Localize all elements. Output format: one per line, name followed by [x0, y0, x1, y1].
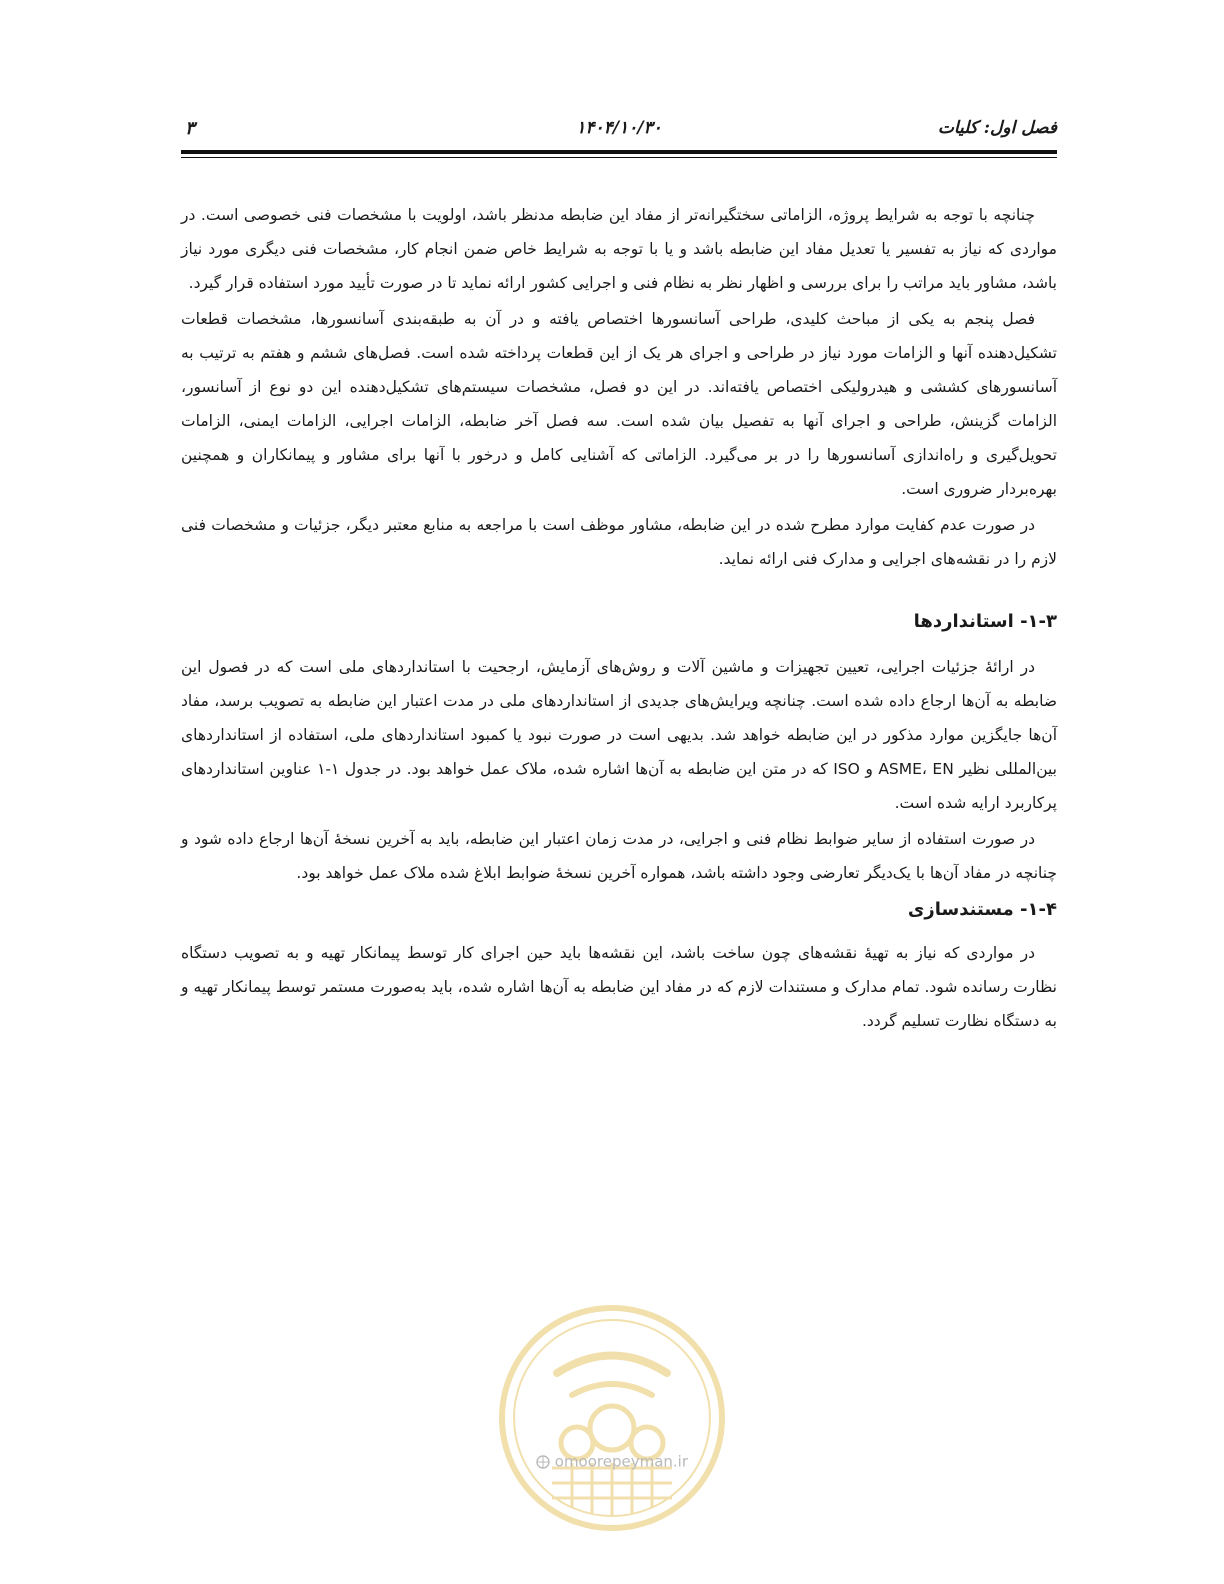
page-number: ۳ [185, 118, 195, 139]
section-heading-documentation: ۱-۴- مستندسازی [907, 899, 1057, 920]
watermark-site [0, 1452, 1224, 1474]
header-rule-thick [181, 150, 1057, 154]
paragraph: در صورت استفاده از سایر ضوابط نظام فنی و اجرایی، در مدت زمان اعتبار این ضابطه، باید به آخرین نسخهٔ آن‌ها ارجاع داده شود و چنانچه در مفاد آن‌ها با یک‌دیگر تعارضی وجود داشته باشد، همواره آخرین نسخهٔ ضوابط ابلاغ شده ملاک عمل خواهد بود. [181, 830, 1057, 882]
chapter-title: فصل اول: کلیات [937, 118, 1057, 138]
paragraph: در ارائهٔ جزئیات اجرایی، تعیین تجهیزات و ماشین آلات و روش‌های آزمایش، ارجحیت با استانداردهای ملی است که در فصول این ضابطه به آن‌ها ارجاع داده شده است. چنانچه ویرایش‌های جدیدی از استانداردهای ملی در مدت اعتبار این ضابطه به تصویب برسد، مفاد آن‌ها جایگزین موارد مذکور در این ضابطه خواهد شد. بدیهی است در صورت نبود یا کمبود استانداردهای ملی، استفاده از استانداردهای بین‌المللی نظیر ASME، EN و ISO که در متن این ضابطه به آن‌ها اشاره شده، ملاک عمل خواهد بود. در جدول ۱-۱ عناوین استانداردهای پرکاربرد ارایه شده است. [181, 658, 1057, 812]
paragraph: چنانچه با توجه به شرایط پروژه، الزاماتی سختگیرانه‌تر از مفاد این ضابطه مدنظر باشد، اولویت با مشخصات فنی خصوصی است. در مواردی که نیاز به تفسیر یا تعدیل مفاد این ضابطه باشد و یا با توجه به شرایط خاص ضمن انجام کار، مشخصات فنی دیگری مورد نیاز باشد، مشاور باید مراتب را برای بررسی و اظهار نظر به نظام فنی و اجرایی کشور ارائه نماید تا در صورت تأیید مورد استفاده قرار گیرد. [181, 206, 1057, 292]
seal-logo-icon [497, 1303, 727, 1533]
globe-icon [536, 1455, 550, 1469]
page-header [181, 118, 1057, 146]
header-date: ۱۴۰۴/۱۰/۳۰ [576, 118, 662, 138]
paragraph: فصل پنجم به یکی از مباحث کلیدی، طراحی آسانسورها اختصاص یافته و در آن به طبقه‌بندی آسانسورها، مشخصات قطعات تشکیل‌دهنده آنها و الزامات مورد نیاز در طراحی و اجرای هر یک از این قطعات پرداخته شده است. فصل‌های ششم و هفتم به ترتیب به آسانسورهای کششی و هیدرولیکی اختصاص یافته‌اند. در این دو فصل، مشخصات سیستم‌های تشکیل‌دهنده این دو نوع از آسانسور، الزامات گزینش، طراحی و اجرای آنها به تفصیل بیان شده است. سه فصل آخر ضابطه، الزامات اجرایی، الزامات ایمنی، الزامات تحویل‌گیری و راه‌اندازی آسانسورها را در بر می‌گیرد. الزاماتی که آشنایی کامل و درخور با آنها برای مشاور و پیمانکاران و همچنین بهره‌بردار ضروری است. [181, 310, 1057, 498]
section-heading-standards: ۱-۳- استانداردها [913, 611, 1057, 632]
watermark-site-text: omoorepeyman.ir [554, 1452, 689, 1471]
paragraph: در مواردی که نیاز به تهیهٔ نقشه‌های چون ساخت باشد، این نقشه‌ها باید حین اجرای کار توسط پیمانکار تهیه و به تصویب دستگاه نظارت رسانده شود. تمام مدارک و مستندات لازم که در مفاد این ضابطه به آن‌ها اشاره شده، باید به‌صورت مستمر توسط پیمانکار تهیه و به دستگاه نظارت تسلیم گردد. [181, 944, 1057, 1030]
header-rule-thin [181, 157, 1057, 158]
page-body [181, 198, 1057, 1038]
paragraph: در صورت عدم کفایت موارد مطرح شده در این ضابطه، مشاور موظف است با مراجعه به منابع معتبر دیگر، جزئیات و مشخصات فنی لازم را در نقشه‌های اجرایی و مدارک فنی ارائه نماید. [181, 516, 1057, 568]
